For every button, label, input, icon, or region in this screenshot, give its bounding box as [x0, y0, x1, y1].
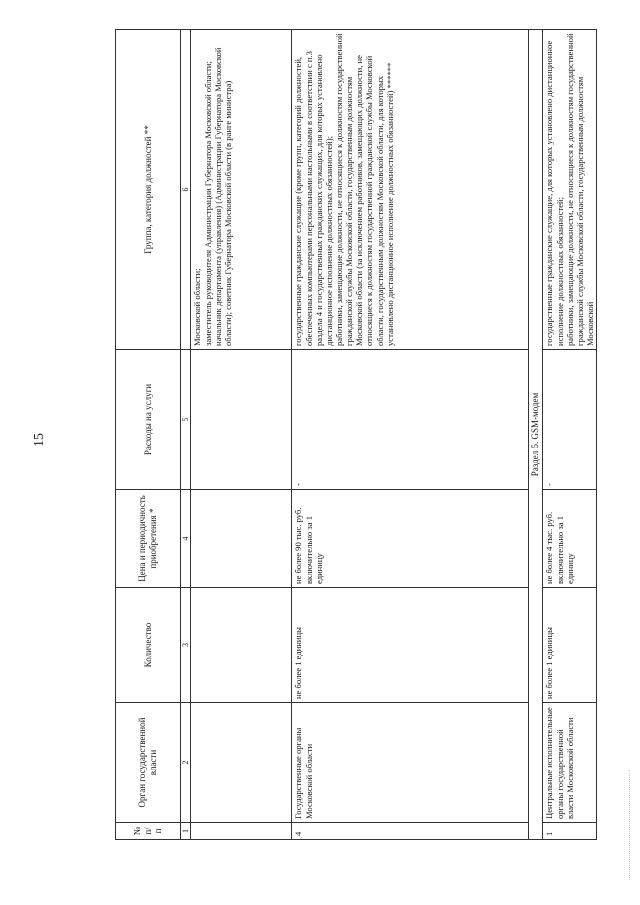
row-services [191, 350, 292, 490]
row-number: 4 [292, 823, 529, 840]
row-services: - [543, 350, 597, 490]
table-header-row [116, 30, 181, 840]
header-price: Цена и периодичность приобретения * [116, 490, 181, 588]
page-number: 15 [32, 433, 47, 447]
column-number-row [181, 30, 191, 840]
group-line: заместитель руководителя Администрации Губернатора Московской области; [202, 61, 213, 346]
equipment-norms-table [115, 29, 597, 840]
row-price [191, 490, 292, 588]
column-index: 4 [181, 490, 191, 588]
rotated-table-container [115, 30, 605, 840]
row-quantity: не более 1 единицы [543, 588, 597, 703]
row-number: 1 [543, 823, 597, 840]
group-line: работники, замещающие должности, не относящиеся к должностям государственной гражданской службы Московской области, государственным должностям Московской [564, 33, 595, 346]
column-index: 6 [181, 30, 191, 350]
row-quantity [191, 588, 292, 703]
row-price: не более 90 тыс. руб. включительно за 1 единицу [292, 490, 529, 588]
group-line: государственные гражданские служащие, для которых установлено дистанционное исполнение должностных обязанностей; [544, 40, 565, 346]
column-index: 1 [181, 823, 191, 840]
column-index: 2 [181, 703, 191, 823]
column-index: 3 [181, 588, 191, 703]
section-heading-row [529, 30, 543, 840]
header-number: № п/п [116, 823, 181, 840]
header-services: Расходы на услуги [116, 350, 181, 490]
group-line: государственные гражданские служащие (кроме групп, категорий должностей, обеспеченных компьютерами персональными настольными в соответствии с п.3 раздела 4 и государственных гражданских служащих, для которых установлено дистанционное исполнение должностных обязанностей); [293, 51, 334, 346]
row-quantity: не более 1 единицы [292, 588, 529, 703]
header-group: Группа, категория должностей ** [116, 30, 181, 350]
row-organ [191, 703, 292, 823]
table-row [543, 30, 597, 840]
table-row [292, 30, 529, 840]
column-index: 5 [181, 350, 191, 490]
scan-edge-mark [629, 770, 636, 880]
group-line: работники, замещающие должности, не относящиеся к должностям государственной гражданской службы Московской области, государственным должностям Московской области (за исключением работников, замещающих должности, не относящиеся к должностям государственной гражданской службы Московской области, государственным должностям Московской области, для которых установлено дистанционное исполнение должностных обязанностей) ****** [334, 33, 395, 346]
group-line: Московской области; [192, 268, 203, 346]
header-organ: Орган государственной власти [116, 703, 181, 823]
row-group [191, 30, 292, 350]
section-title: Раздел 5. GSM-модем [529, 30, 543, 840]
row-number [191, 823, 292, 840]
row-group [543, 30, 597, 350]
row-organ: Государственные органы Московской области [292, 703, 529, 823]
header-quantity: Количество [116, 588, 181, 703]
row-services: - [292, 350, 529, 490]
row-group [292, 30, 529, 350]
table-row [191, 30, 292, 840]
group-line: начальник департамента (управления) (Администрации Губернатора Московской области); советник Губернатора Московской области (в ранге министра) [212, 47, 233, 346]
row-price: не более 4 тыс. руб. включительно за 1 единицу [543, 490, 597, 588]
row-organ: Центральные исполнительные органы государственной власти Московской области [543, 703, 597, 823]
